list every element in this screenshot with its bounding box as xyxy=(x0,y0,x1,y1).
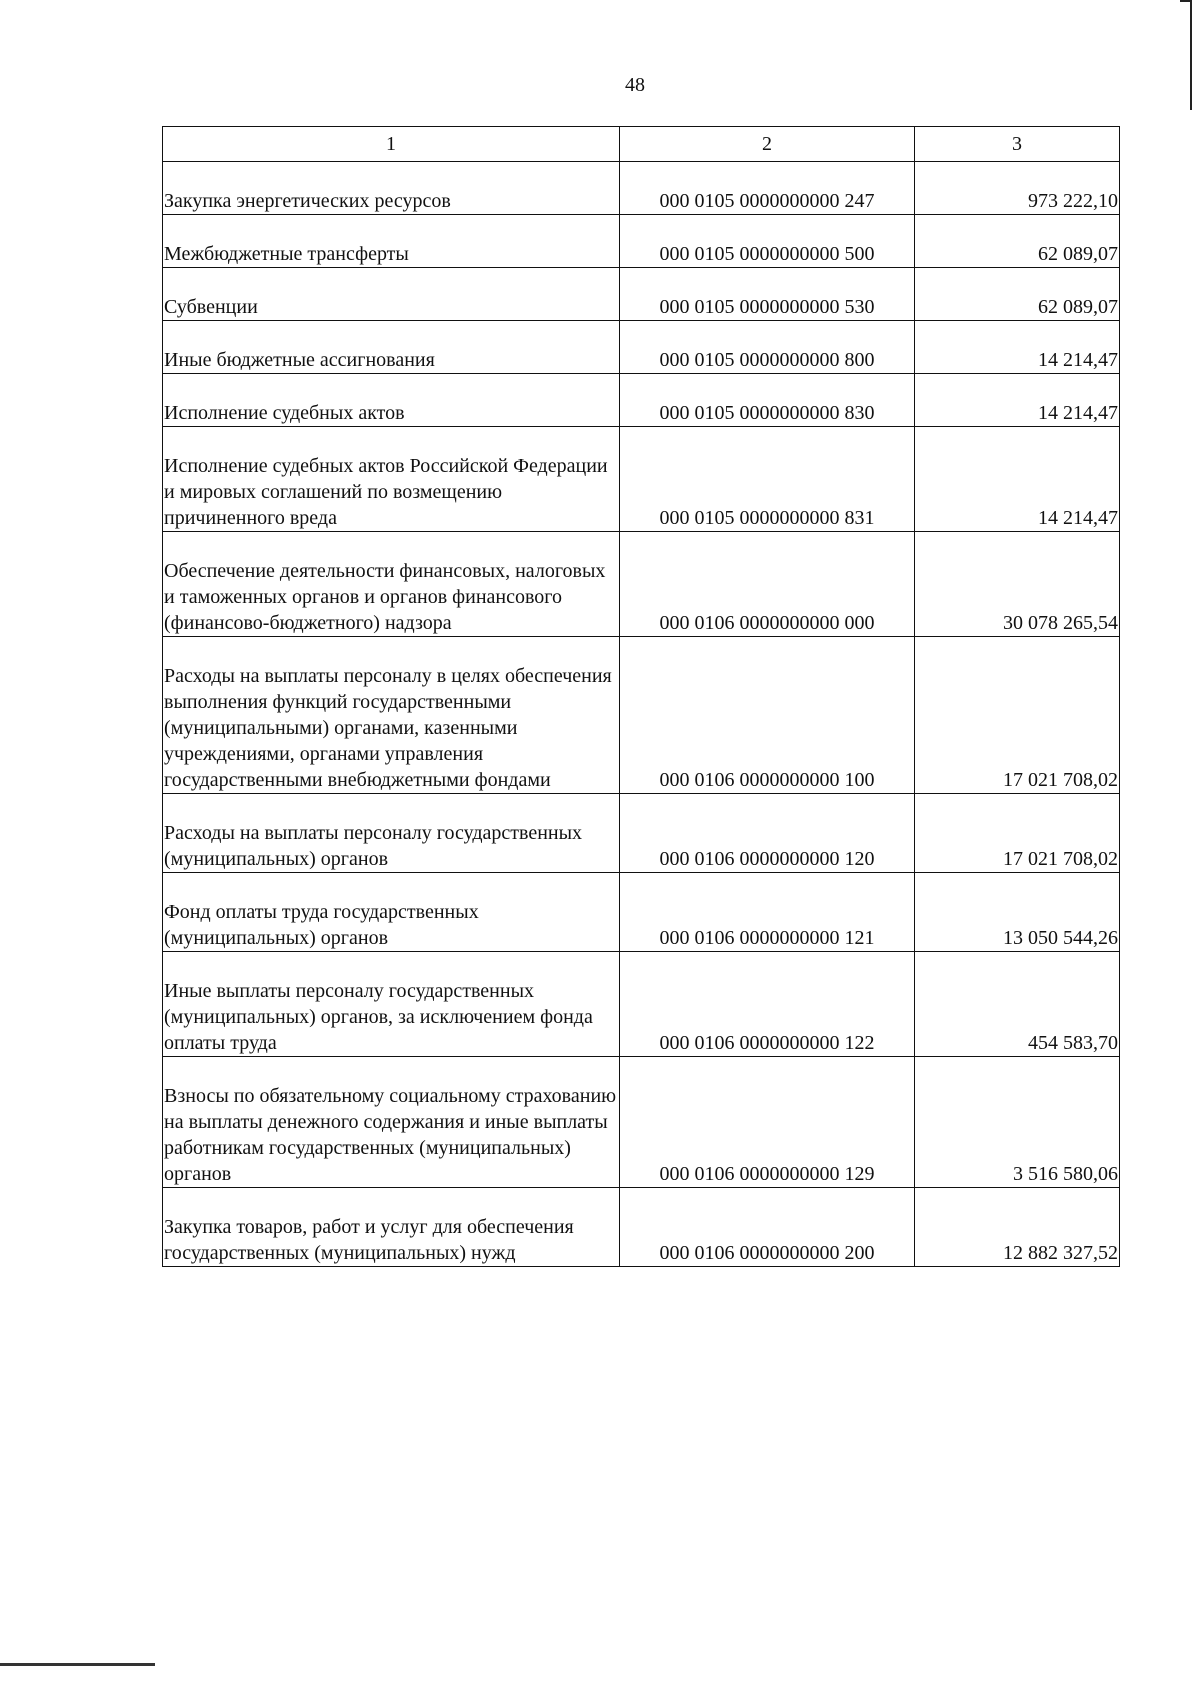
row-amount: 3 516 580,06 xyxy=(915,1057,1120,1188)
table-row xyxy=(163,427,1120,532)
row-amount: 973 222,10 xyxy=(915,162,1120,215)
table-row xyxy=(163,1188,1120,1267)
table-row xyxy=(163,1057,1120,1188)
budget-table xyxy=(162,126,1120,1267)
table-row xyxy=(163,873,1120,952)
row-code: 000 0105 0000000000 500 xyxy=(620,215,915,268)
row-code: 000 0105 0000000000 247 xyxy=(620,162,915,215)
row-amount: 17 021 708,02 xyxy=(915,637,1120,794)
row-code: 000 0105 0000000000 831 xyxy=(620,427,915,532)
row-amount: 14 214,47 xyxy=(915,427,1120,532)
row-name: Субвенции xyxy=(163,268,620,321)
row-name: Исполнение судебных актов Российской Федерации и мировых соглашений по возмещению причиненного вреда xyxy=(163,427,620,532)
scan-bottom-mark xyxy=(0,1663,155,1666)
row-amount: 12 882 327,52 xyxy=(915,1188,1120,1267)
table-row xyxy=(163,215,1120,268)
page-number: 48 xyxy=(625,74,645,96)
row-amount: 30 078 265,54 xyxy=(915,532,1120,637)
table-row xyxy=(163,637,1120,794)
row-amount: 17 021 708,02 xyxy=(915,794,1120,873)
row-code: 000 0106 0000000000 121 xyxy=(620,873,915,952)
row-amount: 62 089,07 xyxy=(915,268,1120,321)
row-name: Иные бюджетные ассигнования xyxy=(163,321,620,374)
row-amount: 454 583,70 xyxy=(915,952,1120,1057)
row-code: 000 0105 0000000000 800 xyxy=(620,321,915,374)
row-amount: 62 089,07 xyxy=(915,215,1120,268)
row-amount: 14 214,47 xyxy=(915,374,1120,427)
row-code: 000 0106 0000000000 129 xyxy=(620,1057,915,1188)
table-row xyxy=(163,162,1120,215)
row-code: 000 0106 0000000000 100 xyxy=(620,637,915,794)
row-amount: 14 214,47 xyxy=(915,321,1120,374)
table-row xyxy=(163,321,1120,374)
header-row xyxy=(163,127,1120,162)
row-code: 000 0106 0000000000 200 xyxy=(620,1188,915,1267)
header-col-2: 2 xyxy=(620,127,915,162)
row-name: Взносы по обязательному социальному страхованию на выплаты денежного содержания и иные выплаты работникам государственных (муниципальных) органов xyxy=(163,1057,620,1188)
row-name: Межбюджетные трансферты xyxy=(163,215,620,268)
table-row xyxy=(163,794,1120,873)
row-name: Иные выплаты персоналу государственных (муниципальных) органов, за исключением фонда оплаты труда xyxy=(163,952,620,1057)
table-row xyxy=(163,952,1120,1057)
table-row xyxy=(163,268,1120,321)
header-col-1: 1 xyxy=(163,127,620,162)
row-name: Расходы на выплаты персоналу в целях обеспечения выполнения функций государственными (муниципальными) органами, казенными учреждениями, органами управления государственными внебюджетными фондами xyxy=(163,637,620,794)
header-col-3: 3 xyxy=(915,127,1120,162)
table-row xyxy=(163,374,1120,427)
row-code: 000 0105 0000000000 830 xyxy=(620,374,915,427)
row-code: 000 0106 0000000000 122 xyxy=(620,952,915,1057)
row-name: Обеспечение деятельности финансовых, налоговых и таможенных органов и органов финансового (финансово-бюджетного) надзора xyxy=(163,532,620,637)
row-name: Расходы на выплаты персоналу государственных (муниципальных) органов xyxy=(163,794,620,873)
row-name: Фонд оплаты труда государственных (муниципальных) органов xyxy=(163,873,620,952)
row-code: 000 0105 0000000000 530 xyxy=(620,268,915,321)
row-name: Исполнение судебных актов xyxy=(163,374,620,427)
row-name: Закупка товаров, работ и услуг для обеспечения государственных (муниципальных) нужд xyxy=(163,1188,620,1267)
row-code: 000 0106 0000000000 120 xyxy=(620,794,915,873)
row-code: 000 0106 0000000000 000 xyxy=(620,532,915,637)
table-row xyxy=(163,532,1120,637)
row-amount: 13 050 544,26 xyxy=(915,873,1120,952)
row-name: Закупка энергетических ресурсов xyxy=(163,162,620,215)
